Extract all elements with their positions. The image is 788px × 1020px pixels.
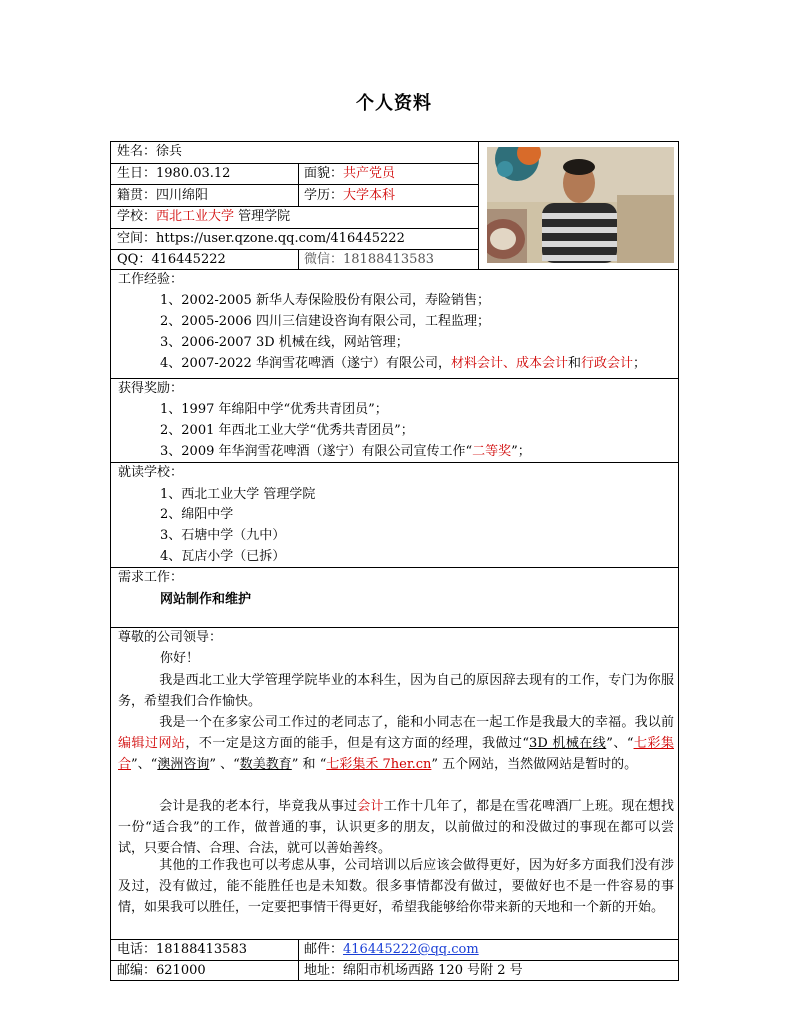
origin-row: 籍贯：四川绵阳 <box>117 188 209 203</box>
qq-row: QQ：416445222 <box>117 252 226 267</box>
work-item: 1、2002-2005 新华人寿保险股份有限公司，寿险销售； <box>160 293 490 308</box>
schools-heading: 就读学校： <box>118 465 184 480</box>
column-divider <box>298 939 299 981</box>
section-divider <box>110 462 679 463</box>
job-heading: 需求工作： <box>118 570 184 585</box>
award-item: 2、2001 年西北工业大学“优秀共青团员”； <box>160 423 414 438</box>
column-divider <box>298 249 299 269</box>
school-item: 3、石塘中学（九中） <box>160 528 286 543</box>
zip-row: 邮编：621000 <box>117 963 206 978</box>
page-title: 个人资料 <box>356 93 432 114</box>
work-item: 4、2007-2022 华润雪花啤酒（遂宁）有限公司，材料会计、成本会计和行政会计； <box>160 356 647 371</box>
wechat-row: 微信：18188413583 <box>304 252 434 267</box>
row-divider <box>110 184 478 185</box>
phone-row: 电话：18188413583 <box>117 942 247 957</box>
awards-heading: 获得奖励： <box>118 381 184 396</box>
award-item: 1、1997 年绵阳中学“优秀共青团员”； <box>160 402 388 417</box>
section-divider <box>110 567 679 568</box>
name-row: 姓名：徐兵 <box>117 144 183 159</box>
section-divider <box>110 378 679 379</box>
job-value: 网站制作和维护 <box>160 592 252 607</box>
school-row: 学校：西北工业大学 管理学院 <box>117 209 291 224</box>
political-row: 面貌：共产党员 <box>304 166 396 181</box>
letter-paragraph: 其他的工作我也可以考虑从事，公司培训以后应该会做得更好，因为好多方面我们没有涉及过，没有做过，能不能胜任也是未知数。很多事情都没有做过，要做好也不是一件容易的事情，如果我可以胜任，一定要把事情干得更好，希望我能够给你带来新的天地和一个新的开始。 <box>118 858 674 915</box>
letter-hello: 你好！ <box>160 651 200 666</box>
letter-greeting: 尊敬的公司领导： <box>118 630 223 645</box>
school-item: 1、西北工业大学 管理学院 <box>160 487 316 502</box>
school-item: 4、瓦店小学（已拆） <box>160 549 286 564</box>
award-item: 3、2009 年华润雪花啤酒（遂宁）有限公司宣传工作“二等奖”； <box>160 444 531 459</box>
email-row: 邮件：416445222@qq.com <box>304 942 479 957</box>
letter-paragraph: 我是西北工业大学管理学院毕业的本科生，因为自己的原因辞去现有的工作，专门为你服务，希望我们合作愉快。 <box>118 673 674 709</box>
work-item: 2、2005-2006 四川三信建设咨询有限公司，工程监理； <box>160 314 490 329</box>
school-item: 2、绵阳中学 <box>160 507 234 522</box>
birthday-row: 生日：1980.03.12 <box>117 166 231 181</box>
address-row: 地址：绵阳市机场西路 120 号附 2 号 <box>304 963 523 978</box>
column-divider <box>298 163 299 206</box>
letter-paragraph: 会计是我的老本行，毕竟我从事过会计工作十几年了，都是在雪花啤酒厂上班。现在想找一份“适合我”的工作，做普通的事，认识更多的朋友，以前做过的和没做过的事现在都可以尝试，只要合情、合理、合法，就可以善始善终。 <box>118 799 674 856</box>
work-item: 3、2006-2007 3D 机械在线，网站管理； <box>160 335 409 350</box>
email-link[interactable]: 416445222@qq.com <box>343 942 479 957</box>
letter-paragraph: 我是一个在多家公司工作过的老同志了，能和小同志在一起工作是我最大的幸福。我以前编辑过网站，不一定是这方面的能手，但是有这方面的经理，我做过“3D 机械在线”、“七彩集合”、“澳洲咨询” 、“数美教育” 和 “七彩集禾 7her.cn” 五个网站，当然做网站是暂时的。 <box>118 715 674 772</box>
work-heading: 工作经验： <box>118 272 184 287</box>
profile-photo <box>487 147 674 263</box>
education-row: 学历：大学本科 <box>304 188 396 203</box>
space-row: 空间：https://user.qzone.qq.com/416445222 <box>117 231 405 246</box>
column-divider <box>478 141 479 269</box>
